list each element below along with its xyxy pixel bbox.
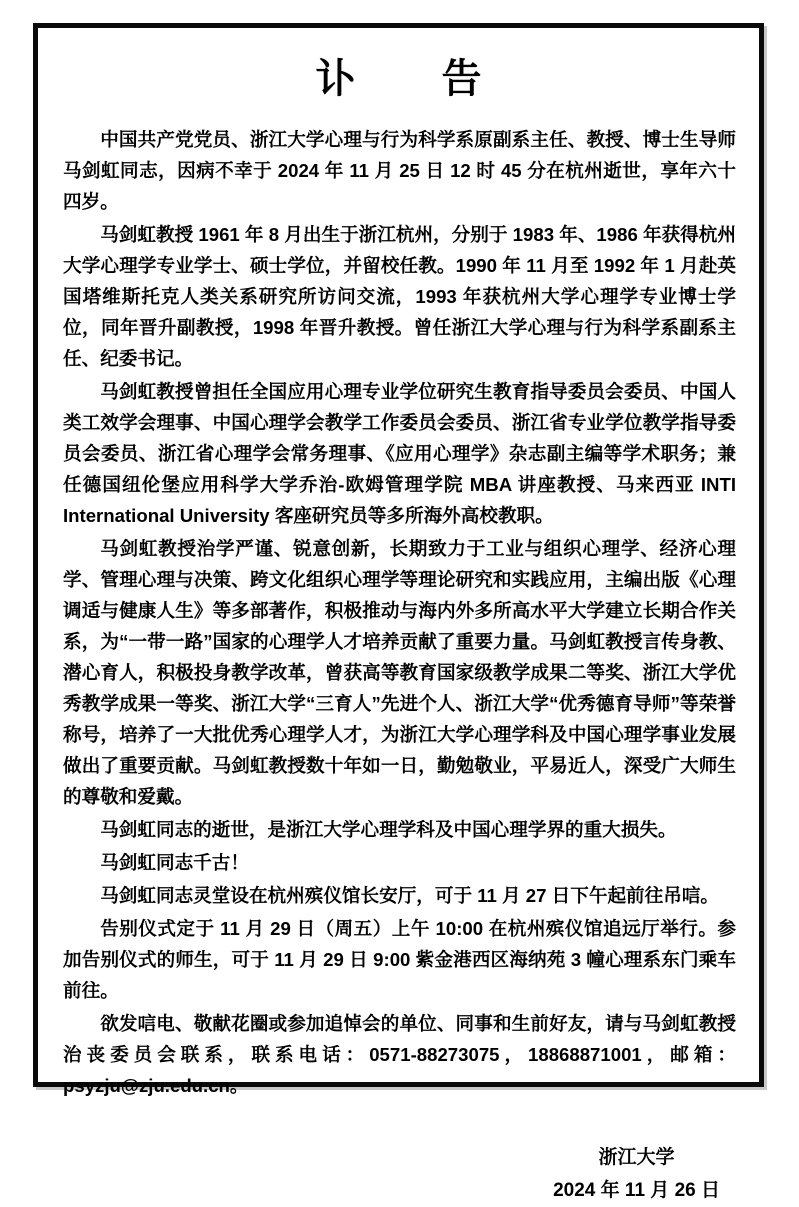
- obituary-paragraph-loss-statement: 马剑虹同志的逝世，是浙江大学心理学科及中国心理学界的重大损失。: [100, 819, 677, 840]
- obituary-paragraph-mourning-hall: 马剑虹同志灵堂设在杭州殡仪馆长安厅，可于 11 月 27 日下午起前往吊唁。: [100, 885, 720, 906]
- obituary-sheet: [33, 23, 764, 1201]
- obituary-paragraph-tribute: 马剑虹同志千古！: [100, 852, 249, 873]
- obituary-paragraph-farewell-ceremony: 告别仪式定于 11 月 29 日（周五）上午 10:00 在杭州殡仪馆追远厅举行。参加告别仪式的师生，可于 11 月 29 日 9:00 紫金港西区海纳苑 3 幢心理系东门乘车前往。: [63, 918, 736, 1001]
- signature-date: 2024 年 11 月 26 日: [553, 1180, 720, 1201]
- obituary-body: [63, 124, 736, 1101]
- obituary-paragraph-biography: 马剑虹教授 1961 年 8 月出生于浙江杭州，分别于 1983 年、1986 年获得杭州大学心理学专业学士、硕士学位，并留校任教。1990 年 11 月至 1992 年 1 月赴英国塔维斯托克人类关系研究所访问交流，1993 年获杭州大学心理学专业博士学位，同年晋升副教授，1998 年晋升教授。曾任浙江大学心理与行为科学系副系主任、纪委书记。: [63, 224, 736, 369]
- signature-organization: 浙江大学: [598, 1147, 675, 1168]
- obituary-paragraph-death-announcement: 中国共产党党员、浙江大学心理与行为科学系原副系主任、教授、博士生导师马剑虹同志，因病不幸于 2024 年 11 月 25 日 12 时 45 分在杭州逝世，享年六十四岁。: [63, 129, 736, 212]
- obituary-title: 讣 告: [315, 57, 484, 101]
- signature-block: [553, 1141, 720, 1207]
- obituary-paragraph-academic-posts: 马剑虹教授曾担任全国应用心理专业学位研究生教育指导委员会委员、中国人类工效学会理事、中国心理学会教学工作委员会委员、浙江省专业学位教学指导委员会委员、浙江省心理学会常务理事、《应用心理学》杂志副主编等学术职务；兼任德国纽伦堡应用科学大学乔治-欧姆管理学院 MBA 讲座教授、马来西亚 INTI International University 客座研究员等多所海外高校教职。: [63, 381, 736, 526]
- obituary-paragraph-achievements: 马剑虹教授治学严谨、锐意创新，长期致力于工业与组织心理学、经济心理学、管理心理与决策、跨文化组织心理学等理论研究和实践应用，主编出版《心理调适与健康人生》等多部著作，积极推动与海内外多所高水平大学建立长期合作关系，为“一带一路”国家的心理学人才培养贡献了重要力量。马剑虹教授言传身教、潜心育人，积极投身教学改革，曾获高等教育国家级教学成果二等奖、浙江大学优秀教学成果一等奖、浙江大学“三育人”先进个人、浙江大学“优秀德育导师”等荣誉称号，培养了一大批优秀心理学人才，为浙江大学心理学科及中国心理学事业发展做出了重要贡献。马剑虹教授数十年如一日，勤勉敬业，平易近人，深受广大师生的尊敬和爱戴。: [63, 538, 736, 807]
- obituary-paragraph-contact-info: 欲发唁电、敬献花圈或参加追悼会的单位、同事和生前好友，请与马剑虹教授治丧委员会联系，联系电话：0571-88273075，18868871001，邮箱：psyzju@zju.edu.cn。: [63, 1013, 736, 1096]
